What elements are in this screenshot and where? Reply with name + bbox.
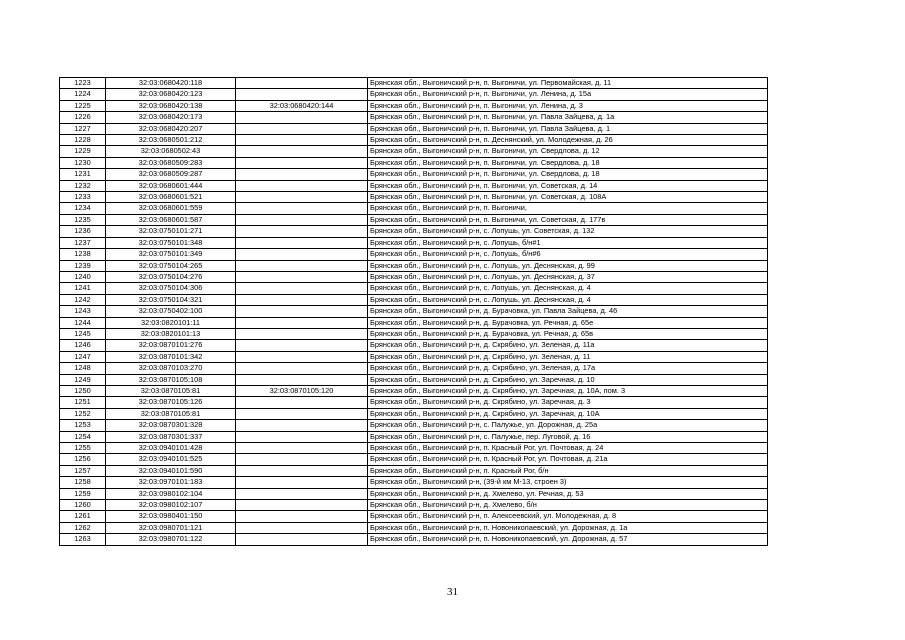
linked-cadastral-number-cell bbox=[236, 89, 368, 100]
address-cell: Брянская обл., Выгоничский р-н, с. Лопушь, ул. Деснянская, д. 4 bbox=[368, 294, 768, 305]
cadastral-number-cell: 32:03:0750104:276 bbox=[106, 271, 236, 282]
cadastral-number-cell: 32:03:0980102:104 bbox=[106, 488, 236, 499]
cadastral-number-cell: 32:03:0870101:276 bbox=[106, 340, 236, 351]
linked-cadastral-number-cell bbox=[236, 340, 368, 351]
table-row bbox=[60, 477, 768, 488]
linked-cadastral-number-cell bbox=[236, 237, 368, 248]
address-cell: Брянская обл., Выгоничский р-н, п. Выгоничи, ул. Первомайская, д. 11 bbox=[368, 78, 768, 89]
table-row bbox=[60, 511, 768, 522]
row-number-cell: 1256 bbox=[60, 454, 106, 465]
address-cell: Брянская обл., Выгоничский р-н, п. Выгоничи, ул. Свердлова, д. 18 bbox=[368, 157, 768, 168]
linked-cadastral-number-cell bbox=[236, 203, 368, 214]
row-number-cell: 1235 bbox=[60, 214, 106, 225]
cadastral-number-cell: 32:03:0680502:43 bbox=[106, 146, 236, 157]
cadastral-number-cell: 32:03:0750104:306 bbox=[106, 283, 236, 294]
row-number-cell: 1258 bbox=[60, 477, 106, 488]
row-number-cell: 1252 bbox=[60, 408, 106, 419]
linked-cadastral-number-cell bbox=[236, 146, 368, 157]
row-number-cell: 1259 bbox=[60, 488, 106, 499]
cadastral-number-cell: 32:03:0940101:428 bbox=[106, 443, 236, 454]
address-cell: Брянская обл., Выгоничский р-н, (39-й км М-13, строен 3) bbox=[368, 477, 768, 488]
table-row bbox=[60, 431, 768, 442]
table-row bbox=[60, 317, 768, 328]
linked-cadastral-number-cell bbox=[236, 522, 368, 533]
linked-cadastral-number-cell bbox=[236, 169, 368, 180]
address-cell: Брянская обл., Выгоничский р-н, п. Деснянский, ул. Молодежная, д. 26 bbox=[368, 135, 768, 146]
cadastral-number-cell: 32:03:0680601:559 bbox=[106, 203, 236, 214]
address-cell: Брянская обл., Выгоничский р-н, с. Лопушь, ул. Деснянская, д. 99 bbox=[368, 260, 768, 271]
address-cell: Брянская обл., Выгоничский р-н, с. Лопушь, ул. Советская, д. 132 bbox=[368, 226, 768, 237]
row-number-cell: 1251 bbox=[60, 397, 106, 408]
table-row bbox=[60, 203, 768, 214]
linked-cadastral-number-cell bbox=[236, 306, 368, 317]
linked-cadastral-number-cell bbox=[236, 443, 368, 454]
cadastral-number-cell: 32:03:0750104:321 bbox=[106, 294, 236, 305]
row-number-cell: 1257 bbox=[60, 465, 106, 476]
row-number-cell: 1245 bbox=[60, 328, 106, 339]
cadastral-number-cell: 32:03:0680509:283 bbox=[106, 157, 236, 168]
row-number-cell: 1247 bbox=[60, 351, 106, 362]
address-cell: Брянская обл., Выгоничский р-н, п. Новоникопаевский, ул. Дорожная, д. 57 bbox=[368, 534, 768, 545]
cadastral-number-cell: 32:03:0680420:173 bbox=[106, 112, 236, 123]
linked-cadastral-number-cell bbox=[236, 420, 368, 431]
table-row bbox=[60, 385, 768, 396]
linked-cadastral-number-cell bbox=[236, 78, 368, 89]
cadastral-number-cell: 32:03:0750402:100 bbox=[106, 306, 236, 317]
row-number-cell: 1255 bbox=[60, 443, 106, 454]
address-cell: Брянская обл., Выгоничский р-н, п. Выгоничи, ул. Павла Зайцева, д. 1 bbox=[368, 123, 768, 134]
linked-cadastral-number-cell bbox=[236, 214, 368, 225]
table-row bbox=[60, 237, 768, 248]
row-number-cell: 1237 bbox=[60, 237, 106, 248]
linked-cadastral-number-cell bbox=[236, 328, 368, 339]
row-number-cell: 1242 bbox=[60, 294, 106, 305]
address-cell: Брянская обл., Выгоничский р-н, д. Скрябино, ул. Заречная, д. 3 bbox=[368, 397, 768, 408]
address-cell: Брянская обл., Выгоничский р-н, с. Палужье, пер. Луговой, д. 16 bbox=[368, 431, 768, 442]
table-row bbox=[60, 135, 768, 146]
cadastral-number-cell: 32:03:0680420:207 bbox=[106, 123, 236, 134]
row-number-cell: 1263 bbox=[60, 534, 106, 545]
cadastral-number-cell: 32:03:0980401:150 bbox=[106, 511, 236, 522]
cadastral-number-cell: 32:03:0680420:123 bbox=[106, 89, 236, 100]
linked-cadastral-number-cell bbox=[236, 192, 368, 203]
row-number-cell: 1254 bbox=[60, 431, 106, 442]
cadastral-number-cell: 32:03:0680601:444 bbox=[106, 180, 236, 191]
cadastral-number-cell: 32:03:0870101:342 bbox=[106, 351, 236, 362]
table-row bbox=[60, 192, 768, 203]
cadastral-number-cell: 32:03:0870105:126 bbox=[106, 397, 236, 408]
linked-cadastral-number-cell bbox=[236, 454, 368, 465]
cadastral-number-cell: 32:03:0680420:118 bbox=[106, 78, 236, 89]
row-number-cell: 1244 bbox=[60, 317, 106, 328]
address-cell: Брянская обл., Выгоничский р-н, д. Скрябино, ул. Заречная, д. 10А, пом. 3 bbox=[368, 385, 768, 396]
linked-cadastral-number-cell bbox=[236, 317, 368, 328]
row-number-cell: 1246 bbox=[60, 340, 106, 351]
address-cell: Брянская обл., Выгоничский р-н, д. Бурачовка, ул. Павла Зайцева, д. 46 bbox=[368, 306, 768, 317]
address-cell: Брянская обл., Выгоничский р-н, п. Выгоничи, ул. Советская, д. 14 bbox=[368, 180, 768, 191]
row-number-cell: 1228 bbox=[60, 135, 106, 146]
linked-cadastral-number-cell bbox=[236, 477, 368, 488]
row-number-cell: 1232 bbox=[60, 180, 106, 191]
table-row bbox=[60, 157, 768, 168]
row-number-cell: 1227 bbox=[60, 123, 106, 134]
cadastral-number-cell: 32:03:0820101:11 bbox=[106, 317, 236, 328]
row-number-cell: 1253 bbox=[60, 420, 106, 431]
table-row bbox=[60, 294, 768, 305]
row-number-cell: 1233 bbox=[60, 192, 106, 203]
cadastral-number-cell: 32:03:0980701:121 bbox=[106, 522, 236, 533]
table-row bbox=[60, 226, 768, 237]
address-cell: Брянская обл., Выгоничский р-н, д. Скрябино, ул. Зеленая, д. 17а bbox=[368, 363, 768, 374]
cadastral-number-cell: 32:03:0750101:271 bbox=[106, 226, 236, 237]
page-number: 31 bbox=[447, 586, 458, 598]
row-number-cell: 1225 bbox=[60, 100, 106, 111]
table-row bbox=[60, 522, 768, 533]
table-row bbox=[60, 112, 768, 123]
cadastral-number-cell: 32:03:0870301:328 bbox=[106, 420, 236, 431]
cadastral-number-cell: 32:03:0680501:212 bbox=[106, 135, 236, 146]
address-cell: Брянская обл., Выгоничский р-н, п. Новоникопаевский, ул. Дорожная, д. 1а bbox=[368, 522, 768, 533]
table-row bbox=[60, 443, 768, 454]
linked-cadastral-number-cell bbox=[236, 294, 368, 305]
row-number-cell: 1230 bbox=[60, 157, 106, 168]
linked-cadastral-number-cell bbox=[236, 351, 368, 362]
linked-cadastral-number-cell bbox=[236, 534, 368, 545]
table-row bbox=[60, 488, 768, 499]
linked-cadastral-number-cell bbox=[236, 511, 368, 522]
address-cell: Брянская обл., Выгоничский р-н, д. Хмелево, ул. Речная, д. 53 bbox=[368, 488, 768, 499]
table-row bbox=[60, 271, 768, 282]
address-cell: Брянская обл., Выгоничский р-н, д. Бурачовка, ул. Речная, д. 65в bbox=[368, 328, 768, 339]
linked-cadastral-number-cell bbox=[236, 271, 368, 282]
address-cell: Брянская обл., Выгоничский р-н, д. Скрябино, ул. Заречная, д. 10А bbox=[368, 408, 768, 419]
address-cell: Брянская обл., Выгоничский р-н, с. Лопушь, б/н#6 bbox=[368, 249, 768, 260]
row-number-cell: 1224 bbox=[60, 89, 106, 100]
table-row bbox=[60, 340, 768, 351]
row-number-cell: 1226 bbox=[60, 112, 106, 123]
table-row bbox=[60, 534, 768, 545]
linked-cadastral-number-cell bbox=[236, 123, 368, 134]
address-cell: Брянская обл., Выгоничский р-н, п. Выгоничи, ул. Павла Зайцева, д. 1а bbox=[368, 112, 768, 123]
address-cell: Брянская обл., Выгоничский р-н, п. Красный Рог, ул. Почтовая, д. 21а bbox=[368, 454, 768, 465]
address-cell: Брянская обл., Выгоничский р-н, д. Хмелево, б/н bbox=[368, 500, 768, 511]
table-row bbox=[60, 408, 768, 419]
cadastral-number-cell: 32:03:0970101:183 bbox=[106, 477, 236, 488]
cadastral-number-cell: 32:03:0870301:337 bbox=[106, 431, 236, 442]
address-cell: Брянская обл., Выгоничский р-н, д. Скрябино, ул. Зеленая, д. 11 bbox=[368, 351, 768, 362]
table-row bbox=[60, 283, 768, 294]
row-number-cell: 1249 bbox=[60, 374, 106, 385]
table-row bbox=[60, 100, 768, 111]
linked-cadastral-number-cell bbox=[236, 363, 368, 374]
registry-table bbox=[59, 77, 768, 546]
address-cell: Брянская обл., Выгоничский р-н, с. Лопушь, ул. Деснянская, д. 4 bbox=[368, 283, 768, 294]
linked-cadastral-number-cell bbox=[236, 283, 368, 294]
cadastral-number-cell: 32:03:0870105:108 bbox=[106, 374, 236, 385]
cadastral-number-cell: 32:03:0680420:138 bbox=[106, 100, 236, 111]
address-cell: Брянская обл., Выгоничский р-н, д. Скрябино, ул. Заречная, д. 10 bbox=[368, 374, 768, 385]
address-cell: Брянская обл., Выгоничский р-н, п. Красный Рог, ул. Почтовая, д. 24 bbox=[368, 443, 768, 454]
linked-cadastral-number-cell: 32:03:0680420:144 bbox=[236, 100, 368, 111]
row-number-cell: 1261 bbox=[60, 511, 106, 522]
cadastral-number-cell: 32:03:0940101:590 bbox=[106, 465, 236, 476]
linked-cadastral-number-cell bbox=[236, 260, 368, 271]
linked-cadastral-number-cell bbox=[236, 249, 368, 260]
address-cell: Брянская обл., Выгоничский р-н, п. Красный Рог, б/н bbox=[368, 465, 768, 476]
row-number-cell: 1250 bbox=[60, 385, 106, 396]
linked-cadastral-number-cell bbox=[236, 374, 368, 385]
cadastral-number-cell: 32:03:0820101:13 bbox=[106, 328, 236, 339]
table-row bbox=[60, 351, 768, 362]
cadastral-number-cell: 32:03:0980701:122 bbox=[106, 534, 236, 545]
table-row bbox=[60, 454, 768, 465]
cadastral-number-cell: 32:03:0680601:521 bbox=[106, 192, 236, 203]
table-body bbox=[60, 78, 768, 546]
table-row bbox=[60, 420, 768, 431]
table-row bbox=[60, 363, 768, 374]
linked-cadastral-number-cell bbox=[236, 408, 368, 419]
row-number-cell: 1239 bbox=[60, 260, 106, 271]
linked-cadastral-number-cell bbox=[236, 488, 368, 499]
address-cell: Брянская обл., Выгоничский р-н, п. Выгоничи, ул. Советская, д. 177в bbox=[368, 214, 768, 225]
cadastral-number-cell: 32:03:0870105:81 bbox=[106, 408, 236, 419]
cadastral-number-cell: 32:03:0870103:270 bbox=[106, 363, 236, 374]
address-cell: Брянская обл., Выгоничский р-н, д. Скрябино, ул. Зеленая, д. 11а bbox=[368, 340, 768, 351]
table-row bbox=[60, 214, 768, 225]
address-cell: Брянская обл., Выгоничский р-н, п. Выгоничи, ул. Советская, д. 108А bbox=[368, 192, 768, 203]
address-cell: Брянская обл., Выгоничский р-н, с. Палужье, ул. Дорожная, д. 25а bbox=[368, 420, 768, 431]
cadastral-number-cell: 32:03:0680601:587 bbox=[106, 214, 236, 225]
row-number-cell: 1262 bbox=[60, 522, 106, 533]
linked-cadastral-number-cell bbox=[236, 135, 368, 146]
linked-cadastral-number-cell bbox=[236, 500, 368, 511]
row-number-cell: 1223 bbox=[60, 78, 106, 89]
address-cell: Брянская обл., Выгоничский р-н, п. Выгоничи, bbox=[368, 203, 768, 214]
row-number-cell: 1260 bbox=[60, 500, 106, 511]
table-row bbox=[60, 374, 768, 385]
address-cell: Брянская обл., Выгоничский р-н, д. Бурачовка, ул. Речная, д. 65е bbox=[368, 317, 768, 328]
row-number-cell: 1229 bbox=[60, 146, 106, 157]
cadastral-number-cell: 32:03:0750101:349 bbox=[106, 249, 236, 260]
cadastral-number-cell: 32:03:0750104:265 bbox=[106, 260, 236, 271]
table-row bbox=[60, 169, 768, 180]
address-cell: Брянская обл., Выгоничский р-н, с. Лопушь, ул. Деснянская, д. 37 bbox=[368, 271, 768, 282]
row-number-cell: 1248 bbox=[60, 363, 106, 374]
table-row bbox=[60, 328, 768, 339]
table-row bbox=[60, 249, 768, 260]
table-row bbox=[60, 306, 768, 317]
table-row bbox=[60, 500, 768, 511]
linked-cadastral-number-cell bbox=[236, 112, 368, 123]
row-number-cell: 1231 bbox=[60, 169, 106, 180]
table-row bbox=[60, 146, 768, 157]
table-row bbox=[60, 123, 768, 134]
linked-cadastral-number-cell bbox=[236, 431, 368, 442]
linked-cadastral-number-cell bbox=[236, 226, 368, 237]
cadastral-number-cell: 32:03:0940101:525 bbox=[106, 454, 236, 465]
table-row bbox=[60, 465, 768, 476]
address-cell: Брянская обл., Выгоничский р-н, п. Выгоничи, ул. Свердлова, д. 12 bbox=[368, 146, 768, 157]
cadastral-number-cell: 32:03:0750101:348 bbox=[106, 237, 236, 248]
address-cell: Брянская обл., Выгоничский р-н, п. Выгоничи, ул. Свердлова, д. 18 bbox=[368, 169, 768, 180]
linked-cadastral-number-cell bbox=[236, 465, 368, 476]
row-number-cell: 1241 bbox=[60, 283, 106, 294]
table-row bbox=[60, 78, 768, 89]
address-cell: Брянская обл., Выгоничский р-н, п. Алексеевский, ул. Молодежная, д. 8 bbox=[368, 511, 768, 522]
row-number-cell: 1236 bbox=[60, 226, 106, 237]
row-number-cell: 1238 bbox=[60, 249, 106, 260]
address-cell: Брянская обл., Выгоничский р-н, с. Лопушь, б/н#1 bbox=[368, 237, 768, 248]
linked-cadastral-number-cell bbox=[236, 157, 368, 168]
cadastral-number-cell: 32:03:0980102:107 bbox=[106, 500, 236, 511]
linked-cadastral-number-cell bbox=[236, 397, 368, 408]
cadastral-number-cell: 32:03:0680509:287 bbox=[106, 169, 236, 180]
address-cell: Брянская обл., Выгоничский р-н, п. Выгоничи, ул. Ленина, д. 3 bbox=[368, 100, 768, 111]
row-number-cell: 1240 bbox=[60, 271, 106, 282]
linked-cadastral-number-cell bbox=[236, 180, 368, 191]
row-number-cell: 1234 bbox=[60, 203, 106, 214]
table-row bbox=[60, 180, 768, 191]
cadastral-number-cell: 32:03:0870105:81 bbox=[106, 385, 236, 396]
table-row bbox=[60, 89, 768, 100]
table-row bbox=[60, 397, 768, 408]
address-cell: Брянская обл., Выгоничский р-н, п. Выгоничи, ул. Ленина, д. 15а bbox=[368, 89, 768, 100]
linked-cadastral-number-cell: 32:03:0870105:120 bbox=[236, 385, 368, 396]
table-row bbox=[60, 260, 768, 271]
row-number-cell: 1243 bbox=[60, 306, 106, 317]
